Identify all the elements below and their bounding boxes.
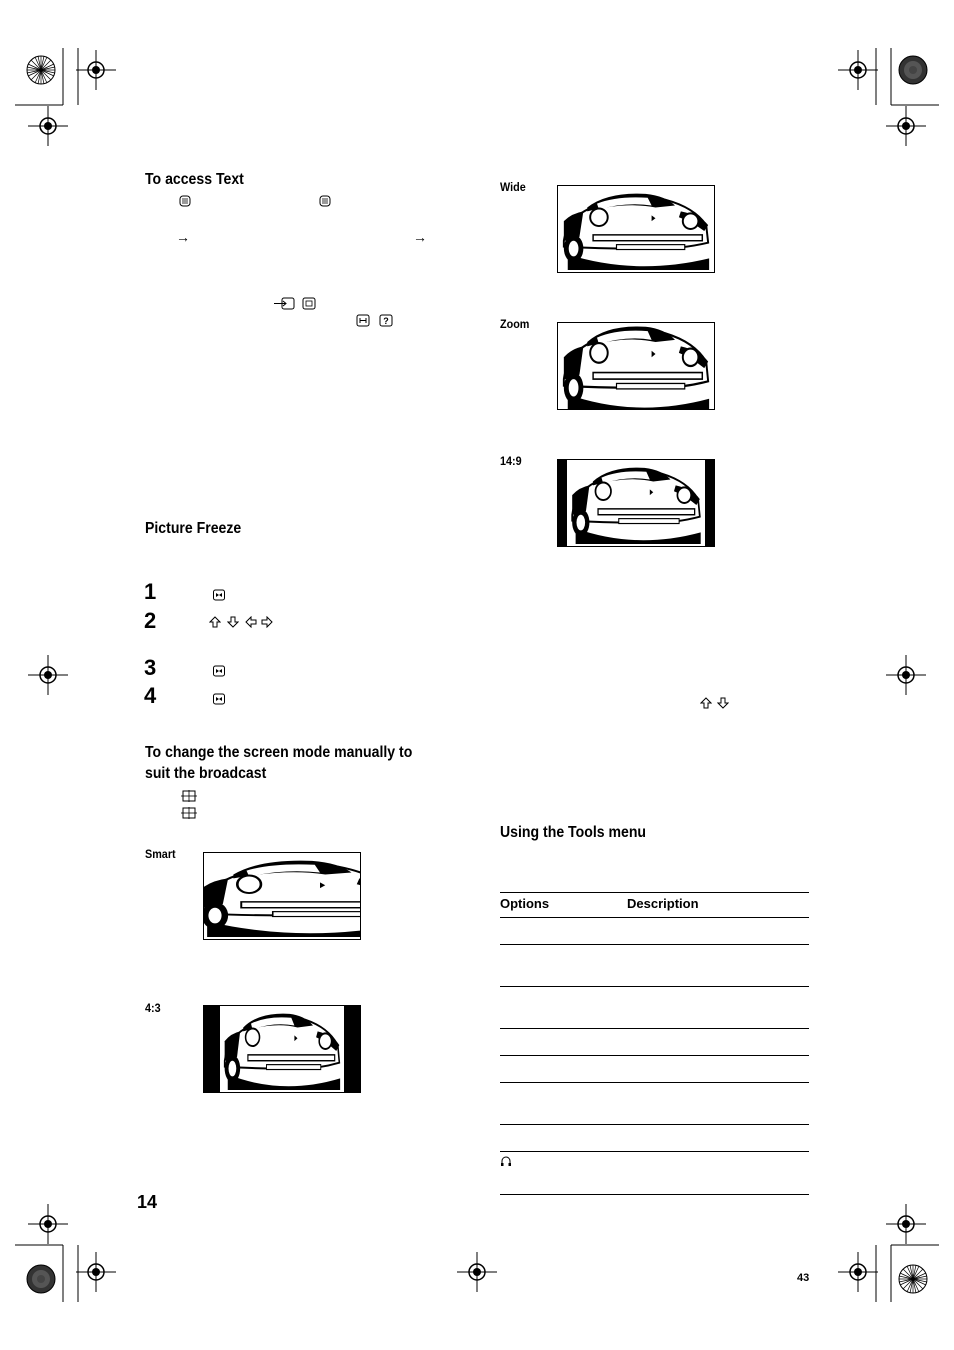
tools-menu-heading: Using the Tools menu (500, 824, 647, 841)
table-rule (500, 917, 809, 918)
crosshair-icon (886, 655, 926, 695)
arrow-down-icon (717, 697, 729, 709)
screen-mode-heading: suit the broadcast (145, 765, 267, 782)
freeze-icon (213, 665, 225, 677)
reveal-icon (356, 314, 370, 327)
mode-label-wide: Wide (500, 180, 526, 194)
text-icon (319, 195, 331, 207)
screen-mode-icon (181, 790, 197, 802)
arrow-up-icon (700, 697, 712, 709)
picture-freeze-heading: Picture Freeze (145, 520, 242, 537)
crosshair-icon (28, 1204, 68, 1244)
crosshair-icon (886, 1204, 926, 1244)
crosshair-icon (76, 1252, 116, 1292)
mode-label-smart: Smart (145, 847, 176, 861)
freeze-icon (213, 589, 225, 601)
arrow-up-icon (209, 616, 221, 628)
screen-mode-icon (181, 807, 197, 819)
arrow-left-icon (245, 616, 257, 628)
access-text-heading: To access Text (145, 171, 244, 188)
car-image-14-9 (557, 459, 715, 547)
car-image-zoom (557, 322, 715, 410)
table-rule (500, 986, 809, 987)
step-number: 4 (144, 683, 157, 708)
table-rule (500, 1055, 809, 1056)
table-rule (500, 944, 809, 945)
car-image-4-3 (203, 1005, 361, 1093)
headphone-icon (500, 1155, 512, 1167)
crosshair-icon (838, 50, 878, 90)
sheet-number: 43 (797, 1272, 810, 1284)
text-icon (179, 195, 191, 207)
table-rule (500, 1124, 809, 1125)
svg-text:?: ? (383, 316, 389, 326)
step-number: 1 (144, 579, 157, 604)
table-rule (500, 1151, 809, 1152)
mode-label-14-9: 14:9 (500, 454, 522, 468)
darkburst-icon (26, 1264, 56, 1294)
input-icon (274, 297, 296, 310)
arrow-right-icon: → (413, 229, 427, 245)
table-header-options: Options (500, 896, 550, 911)
arrow-down-icon (227, 616, 239, 628)
step-number: 2 (144, 608, 157, 633)
table-rule (500, 1194, 809, 1195)
darkburst-icon (898, 55, 928, 85)
table-header-description: Description (627, 896, 699, 911)
step-number: 3 (144, 655, 157, 680)
car-image-wide (557, 185, 715, 273)
crosshair-icon (457, 1252, 497, 1292)
freeze-icon (213, 693, 225, 705)
crosshair-icon (886, 106, 926, 146)
arrow-right-icon: → (176, 229, 190, 245)
crosshair-icon (76, 50, 116, 90)
starburst-icon (898, 1264, 928, 1294)
car-image-smart (203, 852, 361, 940)
starburst-icon (26, 55, 56, 85)
hold-icon (302, 297, 316, 310)
arrow-right-icon (261, 616, 273, 628)
table-rule (500, 1028, 809, 1029)
crosshair-icon (28, 655, 68, 695)
page-number: 14 (137, 1192, 158, 1212)
crosshair-icon (838, 1252, 878, 1292)
mode-label-4-3: 4:3 (145, 1001, 161, 1015)
table-rule (500, 892, 809, 893)
crosshair-icon (28, 106, 68, 146)
mode-label-zoom: Zoom (500, 317, 530, 331)
help-icon (379, 314, 393, 327)
screen-mode-heading: To change the screen mode manually to (145, 744, 413, 761)
table-rule (500, 1082, 809, 1083)
